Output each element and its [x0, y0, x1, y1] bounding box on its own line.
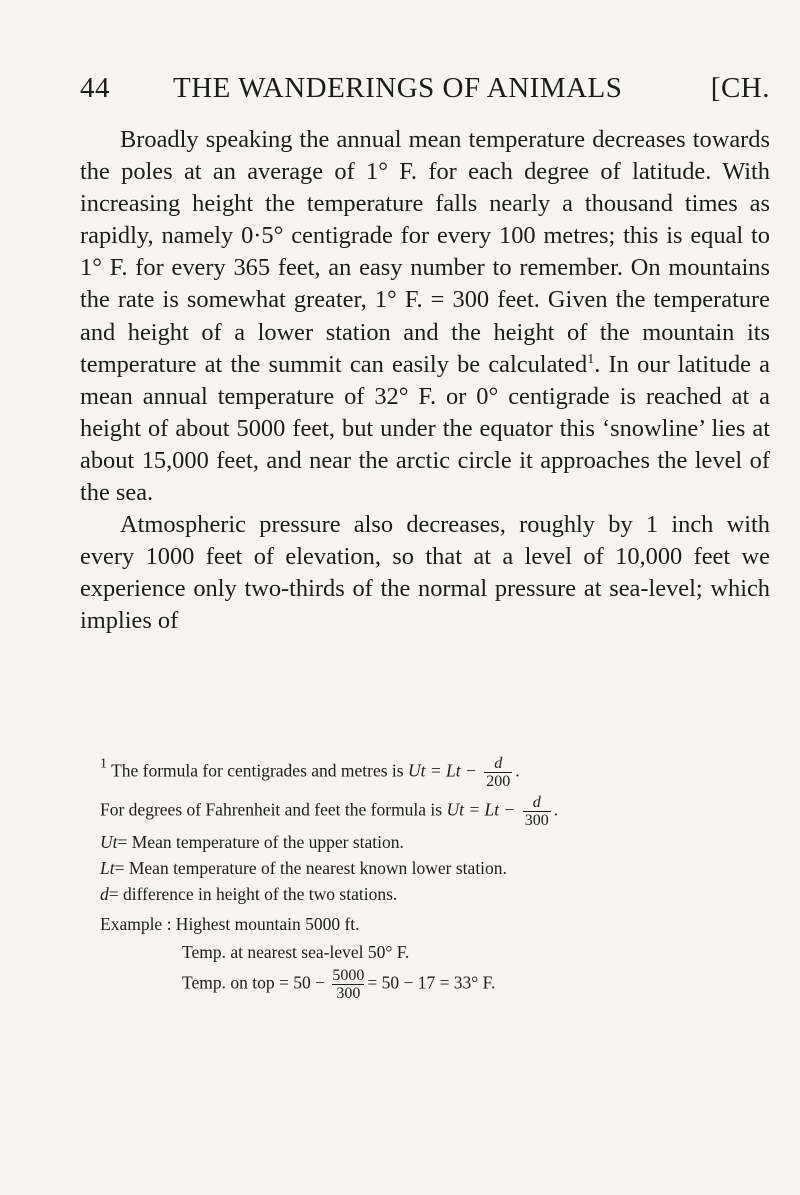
running-title: THE WANDERINGS OF ANIMALS — [173, 72, 623, 104]
paragraph-1-part-a: Broadly speaking the annual mean temperature decreases towards the poles at an average of 1° F. for each degree of latitude. With increasing height the temperature falls nearly a thousand times as rapidly, namely 0·5° centigrade for every 100 metres; this is equal to 1° F. for every 365 feet, an easy number to remember. On mountains the rate is somewhat greater, 1° F. = 300 feet. Given the temperature and height of a lower station and the height of the mountain its temperature at the summit can easily be calculated — [80, 126, 770, 378]
footnote-reference: 1 — [587, 351, 595, 367]
definition-ut — [80, 831, 770, 853]
footnote-text: The formula for centigrades and metres is — [111, 760, 404, 781]
main-text — [80, 124, 770, 638]
footnote-block — [80, 755, 770, 1002]
example-line-3 — [80, 967, 770, 1002]
definition-text: = Mean temperature of the upper station. — [117, 832, 404, 852]
footnote-marker: 1 — [100, 756, 107, 772]
page-number: 44 — [80, 72, 110, 104]
footnote-formula-fahrenheit: For degrees of Fahrenheit and feet the formula is Ut = Lt − $\frac{d}{300}$ . — [100, 794, 559, 829]
fraction — [523, 794, 551, 829]
paragraph-2: Atmospheric pressure also decreases, roughly by 1 inch with every 1000 feet of elevation, so that at a level of 10,000 feet we experience only two-thirds of the normal pressure at sea-level; which implies of — [80, 511, 770, 635]
formula-lhs: Ut = Lt − — [407, 760, 477, 781]
paragraph-1 — [80, 124, 770, 509]
fraction-numerator: d — [532, 794, 541, 811]
symbol: d — [100, 884, 109, 904]
example-result: = 50 − 17 = 33° F. — [367, 972, 496, 993]
fraction-denominator: 200 — [486, 773, 511, 790]
symbol: Ut — [100, 832, 118, 852]
formula-lhs: Ut = Lt − — [446, 799, 516, 820]
paragraph-1-part-b: . In our latitude a mean annual temperature of 32° F. or 0° centigrade is reached at a height of about 5000 feet, but under the equator this ‘snowline’ lies at about 15,000 feet, and near the arctic circle it approaches the level of the sea. — [80, 350, 771, 507]
fraction-denominator: 300 — [524, 812, 549, 829]
footnote-formula-centigrade: $^1$ The formula for centigrades and metres is Ut = Lt − $\frac{d}{200}$ . — [100, 755, 520, 790]
fraction-denominator: 300 — [332, 984, 364, 1002]
example-line-1: Example : Highest mountain 5000 ft. — [100, 914, 360, 934]
example-line-2: Temp. at nearest sea-level 50° F. — [182, 942, 410, 962]
definition-d — [80, 883, 770, 905]
fraction — [332, 967, 364, 1002]
definition-text: = difference in height of the two stations. — [108, 884, 398, 904]
running-header — [80, 72, 770, 112]
definition-text: = Mean temperature of the nearest known lower station. — [114, 858, 507, 878]
chapter-marker: [CH. — [710, 72, 770, 104]
fraction — [484, 755, 512, 790]
fraction-numerator: d — [494, 755, 503, 772]
example-text: Temp. on top = 50 − — [182, 972, 325, 993]
symbol: Lt — [100, 858, 115, 878]
footnote-text: For degrees of Fahrenheit and feet the formula is — [100, 799, 443, 820]
definition-lt — [80, 857, 770, 879]
fraction-numerator: 5000 — [332, 967, 365, 984]
